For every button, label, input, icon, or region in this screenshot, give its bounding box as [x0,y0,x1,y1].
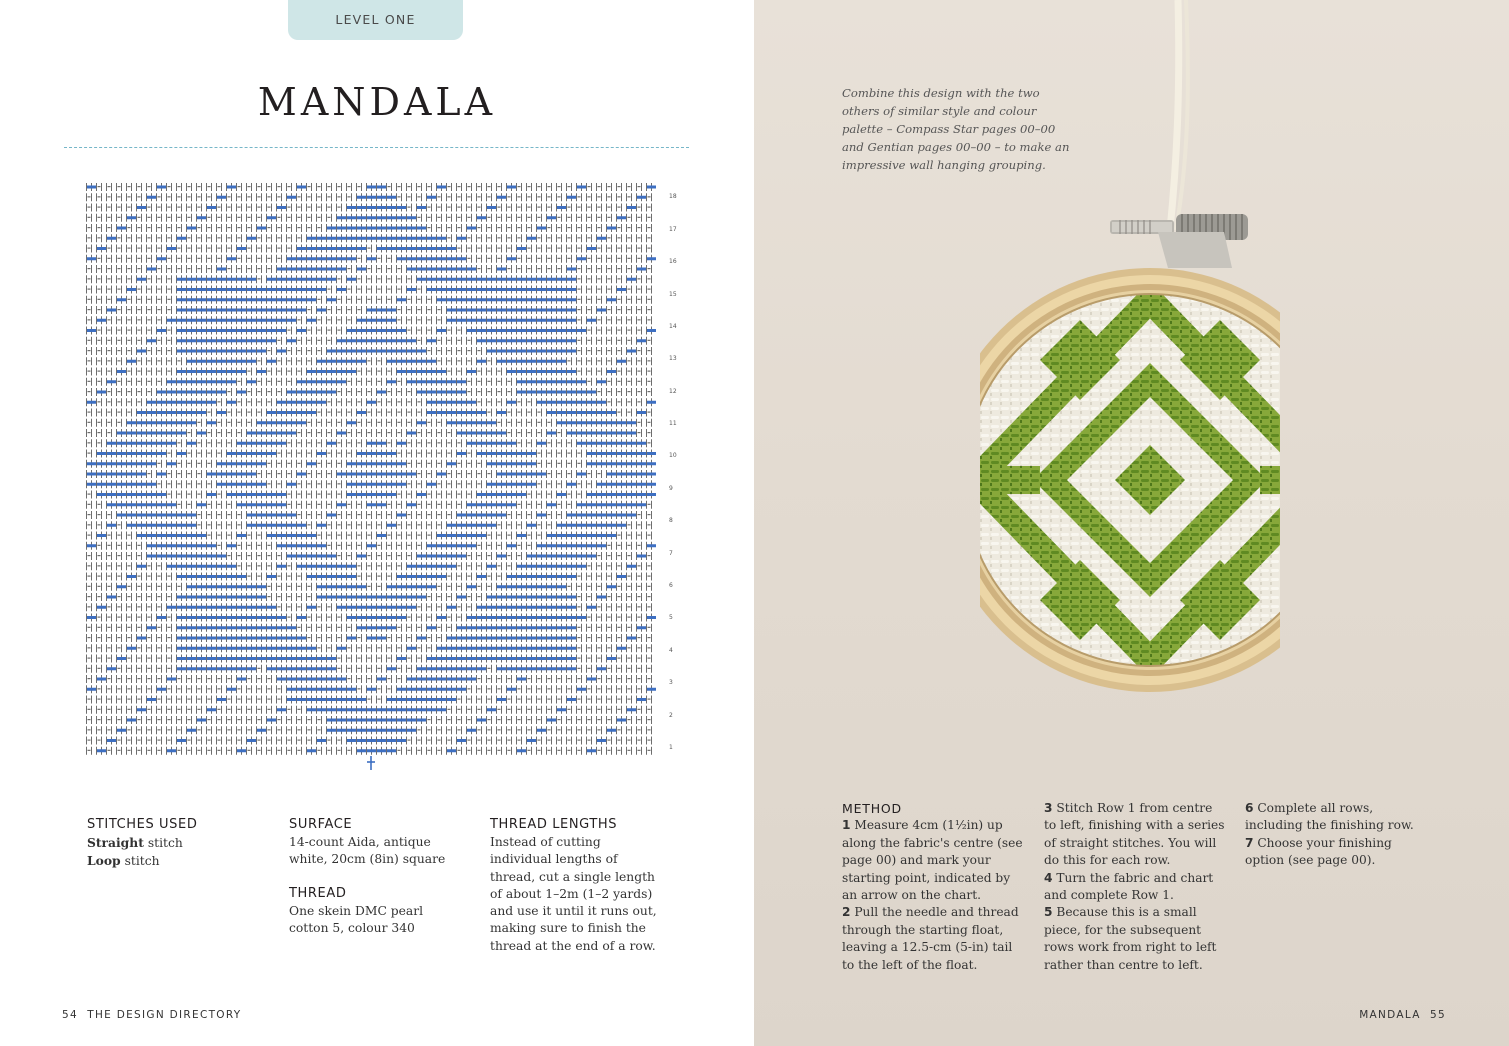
method-column-1 [842,800,1027,974]
chart-row-label: 10 [669,452,677,460]
method-column-2 [1044,800,1226,974]
method-step [1245,800,1420,835]
step-text: Choose your finishing option (see page 00). [1245,835,1392,868]
start-arrow-icon [367,756,375,772]
step-text: Turn the fabric and chart and complete Row 1. [1044,870,1214,903]
step-number: 6 [1245,801,1254,815]
method-step [842,817,1027,904]
surface-text: 14-count Aida, antique white, 20cm (8in) square [289,835,446,867]
step-number: 2 [842,905,851,920]
step-number: 4 [1044,870,1053,885]
stitches-used-section [87,817,262,871]
page-number: 54 [62,1009,78,1021]
chart-row-label: 17 [669,225,677,233]
chart-row-label: 11 [669,420,677,428]
method-heading: METHOD [842,801,902,816]
thread-text: One skein DMC pearl cotton 5, colour 340 [289,903,424,935]
page-number: 55 [1430,1009,1446,1021]
chart-row-labels [669,182,689,767]
chart-row-label: 5 [669,614,673,622]
method-column-3 [1245,800,1420,870]
method-step [1245,835,1420,870]
chart-row-label: 6 [669,582,673,589]
step-number: 3 [1044,801,1053,815]
step-number: 5 [1044,905,1053,920]
chart-row-label: 14 [669,322,677,330]
chart-row-label: 8 [669,517,673,525]
method-step [1044,870,1226,905]
footer-left [62,1009,242,1021]
step-number: 1 [842,818,851,833]
chart-row-label: 18 [669,193,677,201]
level-tab: LEVEL ONE [288,0,463,40]
chart-row-label: 15 [669,290,677,298]
chart-row-label: 13 [669,355,677,363]
surface-heading: SURFACE [289,817,353,832]
chart-row-label: 16 [669,258,677,266]
thread-lengths-heading: THREAD LENGTHS [490,817,618,832]
step-text: Complete all rows, including the finishing row. [1245,801,1414,833]
left-page [0,0,754,1046]
chart-row-label: 3 [669,679,673,687]
step-text: Measure 4cm (1½in) up along the fabric's centre (see page 00) and mark your starting point, indicated by an arrow on the chart. [842,818,1023,903]
method-step [1044,800,1226,870]
section-name: THE DESIGN DIRECTORY [87,1009,242,1021]
surface-section [289,817,459,937]
page-title: MANDALA [257,80,497,124]
method-step [1044,904,1226,974]
stitch-name: Straight [87,835,144,850]
embroidery-hoop-photo [980,0,1280,720]
step-text: Because this is a small piece, for the subsequent rows work from right to left rather than centre to left. [1044,905,1217,972]
step-text: Stitch Row 1 from centre to left, finishing with a series of straight stitches. You will do this for each row. [1044,801,1225,868]
stitch-suffix: stitch [120,854,160,869]
thread-lengths-text: Instead of cutting individual lengths of thread, cut a single length of about 1–2m (1–2 yards) and use it until it runs out, making sure to finish the thread at the end of a row. [490,835,657,953]
thread-lengths-section [490,817,662,955]
thread-heading: THREAD [289,885,347,901]
stitch-chart-grid [86,182,665,765]
chart-row-label: 1 [669,743,673,751]
footer-right [1359,1009,1446,1021]
stitches-used-heading: STITCHES USED [87,817,198,832]
stitch-name: Loop [87,853,121,869]
chart-row-label: 9 [669,484,673,492]
stitch-suffix: stitch [143,836,183,850]
stitch-item [87,834,262,852]
chart-row-label: 2 [669,711,673,719]
chart-row-label: 12 [669,387,677,395]
method-step [842,904,1027,974]
chart-row-label: 7 [669,549,673,557]
step-number: 7 [1245,835,1254,850]
step-text: Pull the needle and thread through the starting float, leaving a 12.5-cm (5-in) tail to the left of the float. [842,905,1019,972]
dashed-divider [64,147,689,148]
photo-caption: Combine this design with the two others of similar style and colour palette – Compass Star pages 00–00 and Gentian pages 00–00 – to make an impressive wall hanging grouping. [842,86,1070,172]
chart-row-label: 4 [669,646,673,654]
stitch-chart [86,182,665,765]
section-name: MANDALA [1359,1009,1421,1021]
stitch-item [87,852,262,870]
